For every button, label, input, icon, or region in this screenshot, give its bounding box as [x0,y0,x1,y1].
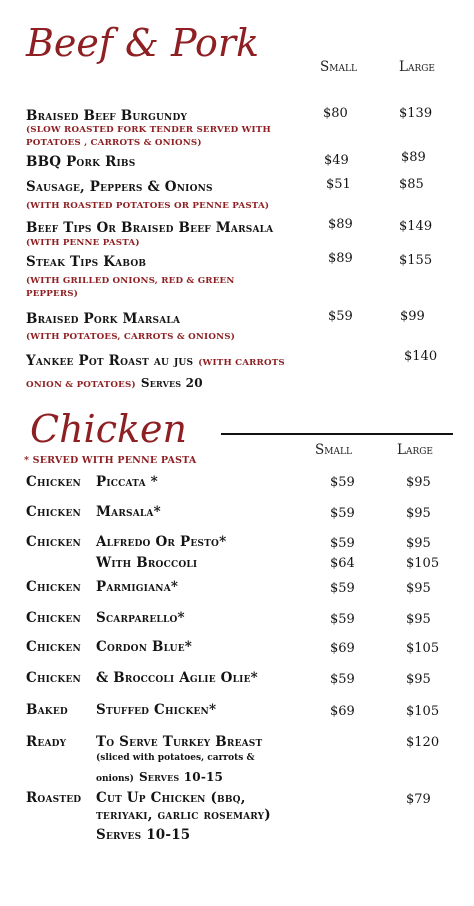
price-large: $95 [406,506,431,521]
price-small: $89 [328,217,353,232]
menu-item-name: Beef Tips Or Braised Beef Marsala [26,220,274,236]
price-large: $155 [399,253,433,268]
menu-item-desc: (WITH POTATOES, CARROTS & ONIONS) [26,332,236,342]
menu-item-name: Marsala* [96,504,161,520]
price-large: $99 [400,309,425,324]
chicken-heading: Chicken [30,407,187,451]
menu-item-name: Scarparello* [96,610,185,626]
menu-item-name: Parmigiana* [96,579,179,595]
beef-pork-heading: Beef & Pork [26,21,260,65]
price-large: $140 [404,349,438,364]
menu-item-desc: (WITH ROASTED POTATOES OR PENNE PASTA) [26,201,270,211]
price-large: $105 [406,641,440,656]
menu-item-name: Steak Tips Kabob [26,254,147,270]
menu-item-name-cont: teriyaki, garlic rosemary) [96,807,271,823]
menu-item-name: Yankee Pot Roast au jus [26,353,194,369]
menu-item-desc: (sliced with potatoes, carrots & [96,753,255,763]
menu-item-name: Braised Pork Marsala [26,311,181,327]
menu-item-name: Cordon Blue* [96,639,193,655]
menu-item-type: Roasted [26,790,82,806]
price-large: $79 [406,792,431,807]
beef-large-column-header: Large [399,59,435,75]
chicken-small-column-header: Small [315,442,352,458]
price-large: $89 [401,150,426,165]
menu-item-type: Chicken [26,504,81,520]
menu-item-name: Braised Beef Burgundy [26,108,188,124]
price-small: $69 [330,704,355,719]
price-large: $85 [399,177,424,192]
price-small: $59 [330,672,355,687]
beef-small-column-header: Small [320,59,357,75]
menu-item-type: Chicken [26,474,81,490]
menu-item-name: & Broccoli Aglie Olie* [96,670,258,686]
price-small: $59 [330,475,355,490]
menu-item-type: Baked [26,702,68,718]
menu-item-name: BBQ Pork Ribs [26,154,136,170]
menu-item-name: Alfredo Or Pesto* [96,534,227,550]
price-small: $59 [330,536,355,551]
price-large: $95 [406,581,431,596]
menu-item-desc: ONION & POTATOES) [26,380,136,390]
chicken-large-column-header: Large [397,442,433,458]
menu-item-desc: (WITH CARROTS [198,358,285,368]
menu-item-type: Chicken [26,639,81,655]
price-large: $105 [406,556,440,571]
menu-item-name: Sausage, Peppers & Onions [26,179,213,195]
menu-item-desc: POTATOES , CARROTS & ONIONS) [26,138,202,148]
price-small: $59 [328,309,353,324]
price-large: $95 [406,672,431,687]
menu-item-desc: PEPPERS) [26,289,79,299]
price-small: $64 [330,556,355,571]
price-small: $51 [326,177,351,192]
menu-item-name: Piccata * [96,474,158,490]
price-small: $69 [330,641,355,656]
price-small: $59 [330,506,355,521]
menu-item-desc: onions) [96,774,134,784]
menu-item-type: Chicken [26,579,81,595]
menu-item-desc: (WITH GRILLED ONIONS, RED & GREEN [26,276,235,286]
menu-item-type: Ready [26,734,67,750]
menu-item-name: With Broccoli [96,555,198,571]
price-large: $95 [406,475,431,490]
serves-note: Serves 10-15 [96,827,191,843]
section-divider [221,433,453,435]
menu-item-line [26,350,285,369]
menu-item-name: Cut Up Chicken (bbq, [96,790,246,806]
price-large: $149 [399,219,433,234]
menu-item-name: Stuffed Chicken* [96,702,217,718]
menu-item-type: Chicken [26,534,81,550]
price-large: $120 [406,735,440,750]
price-small: $59 [330,612,355,627]
price-large: $95 [406,612,431,627]
price-large: $95 [406,536,431,551]
price-small: $89 [328,251,353,266]
menu-item-line [96,766,223,785]
menu-item-desc: (WITH PENNE PASTA) [26,238,140,248]
price-small: $80 [323,106,348,121]
serves-note: Serves 10-15 [138,770,224,784]
serves-note: Serves 20 [140,376,203,390]
price-small: $49 [324,153,349,168]
price-small: $59 [330,581,355,596]
menu-item-name: To Serve Turkey Breast [96,734,263,750]
pasta-note: * SERVED WITH PENNE PASTA [24,455,197,466]
price-large: $105 [406,704,440,719]
menu-item-type: Chicken [26,610,81,626]
menu-item-desc: (SLOW ROASTED FORK TENDER SERVED WITH [26,125,271,135]
price-large: $139 [399,106,433,121]
menu-item-line [26,372,203,391]
menu-item-type: Chicken [26,670,81,686]
